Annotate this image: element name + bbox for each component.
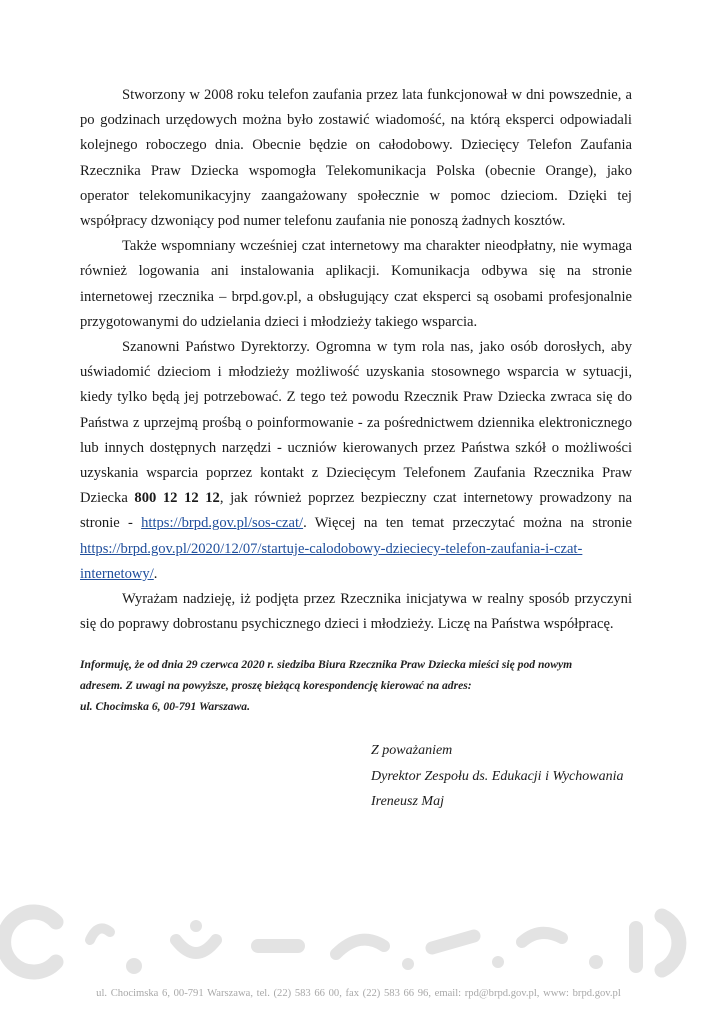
deco-arc-left [4, 912, 56, 972]
paragraph-2: Także wspomniany wcześniej czat internetowy ma charakter nieodpłatny, nie wymaga również logowania ani instalowania aplikacji. Komunikacja odbywa się na stronie internetowej rzecznika – brpd.gov.pl, a obsługujący czat eksperci są osobami profesjonalnie przygotowanymi do udzielania dzieci i młodzieży takiego wsparcia. [80, 238, 632, 330]
deco-dot-3 [402, 958, 414, 970]
paragraph-4: Wyrażam nadzieję, iż podjęta przez Rzecznika inicjatywa w realny sposób przyczyni się do poprawy dobrostanu psychicznego dzieci i młodzieży. Liczę na Państwa współpracę. [80, 591, 632, 633]
signature-block [371, 738, 671, 815]
paragraph-3-text-c: . Więcej na ten temat przeczytać można na stronie [303, 515, 632, 532]
paragraph-3 [80, 335, 632, 587]
deco-dot-1 [126, 958, 142, 974]
page-footer: ul. Chocimska 6, 00-791 Warszawa, tel. (22) 583 66 00, fax (22) 583 66 96, email: rpd@brpd.gov.pl, www: brpd.gov.pl [96, 988, 621, 999]
paragraph-3-text-b: , jak również poprzez bezpieczny czat internetowy prowadzony na stronie - [80, 490, 632, 532]
letter-body [80, 83, 632, 637]
deco-bar-2 [336, 940, 384, 954]
decorative-letterhead-shapes [0, 900, 717, 980]
deco-smile [176, 940, 216, 953]
deco-arc-right-outer [662, 916, 679, 970]
sos-chat-link[interactable]: https://brpd.gov.pl/sos-czat/ [141, 515, 304, 532]
notice-line-2: adresem. Z uwagi na powyższe, proszę bieżącą korespondencję kierować na adres: [80, 679, 472, 692]
phone-number: 800 12 12 12 [134, 490, 220, 507]
deco-bar-3 [432, 936, 474, 948]
paragraph-3-text-d: . [153, 565, 158, 582]
address-notice [80, 654, 640, 717]
deco-bar-4 [522, 933, 562, 942]
notice-line-1: Informuję, że od dnia 29 czerwca 2020 r. siedziba Biura Rzecznika Praw Dziecka mieści się pod nowym [80, 658, 573, 671]
deco-arc-left-inner [90, 928, 110, 940]
signer-position: Dyrektor Zespołu ds. Edukacji i Wychowania [371, 768, 624, 784]
notice-line-3: ul. Chocimska 6, 00-791 Warszawa. [80, 700, 250, 713]
signer-name: Ireneusz Maj [371, 794, 444, 809]
paragraph-1: Stworzony w 2008 roku telefon zaufania przez lata funkcjonował w dni powszednie, a po godzinach urzędowych można było zostawić wiadomość, na którą eksperci odpowiadali kolejnego roboczego dnia. Obecnie będzie on całodobowy. Dziecięcy Telefon Zaufania Rzecznika Praw Dziecka wspomogła Telekomunikacja Polska (obecnie Orange), jako operator telekomunikacyjny zaangażowany społecznie w pomoc dzieciom. Dzięki tej współpracy dzwoniący pod numer telefonu zaufania nie ponoszą żadnych kosztów. [80, 87, 632, 230]
article-link[interactable]: https://brpd.gov.pl/2020/12/07/startuje-calodobowy-dzieciecy-telefon-zaufania-i-czat-internetowy/ [80, 540, 583, 582]
paragraph-3-text-a: Szanowni Państwo Dyrektorzy. Ogromna w tym rola nas, jako osób dorosłych, aby uświadomić dzieciom i młodzieży możliwość uzyskania stosownego wsparcia w sytuacji, kiedy tylko będą jej potrzebować. Z tego też powodu Rzecznik Praw Dziecka zwraca się do Państwa z uprzejmą prośbą o poinformowanie - za pośrednictwem dziennika elektronicznego lub innych dostępnych narzędzi - uczniów kierowanych przez Państwa szkół o możliwości uzyskania wsparcia poprzez kontakt z Dziecięcym Telefonem Zaufania Rzecznika Praw Dziecka [80, 339, 632, 507]
closing: Z poważaniem [371, 743, 453, 758]
deco-dot-5 [589, 955, 603, 969]
deco-dot-4 [492, 956, 504, 968]
deco-dot-2 [190, 920, 202, 932]
